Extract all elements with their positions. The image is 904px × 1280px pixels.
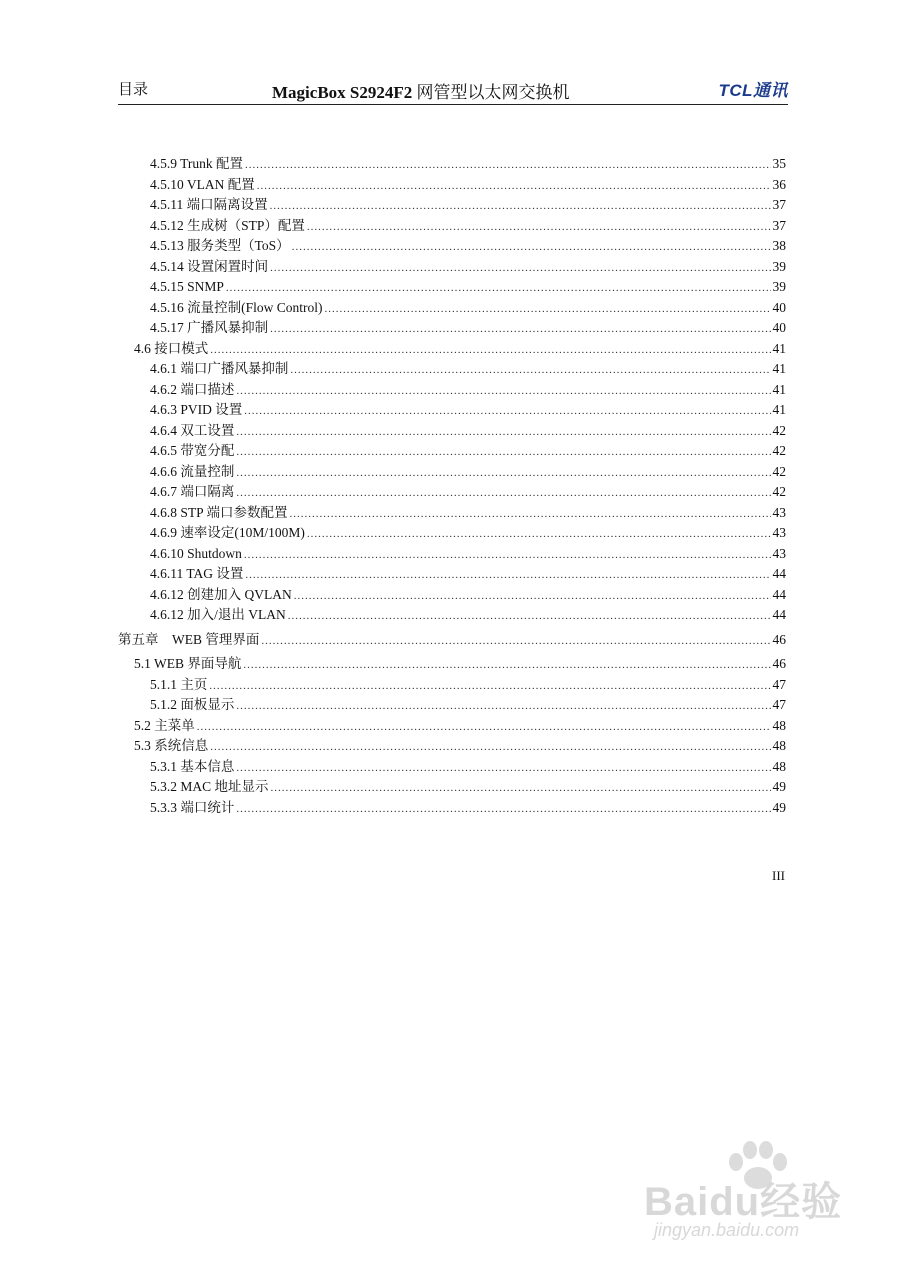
- toc-entry-label: 4.6.8 STP 端口参数配置: [150, 504, 288, 520]
- tcl-logo: TCL通讯: [718, 81, 788, 100]
- toc-entry: [118, 736, 786, 756]
- toc-entry-page: 40: [772, 320, 786, 335]
- toc-entry-page: 44: [772, 586, 786, 602]
- toc-entry-page: 48: [772, 758, 786, 774]
- watermark-brand: Baidu经验: [644, 1180, 843, 1224]
- toc-leader-dots: [243, 655, 770, 675]
- toc-entry-page: 49: [772, 779, 786, 794]
- toc-entry-page: 47: [772, 697, 786, 712]
- toc-entry-label: 4.5.12 生成树（STP）配置: [150, 217, 305, 233]
- toc-entry: [118, 503, 786, 523]
- toc-entry-page: 42: [772, 463, 786, 479]
- toc-entry-label: 4.6.3 PVID 设置: [150, 402, 243, 417]
- toc-entry-label: 4.6.9 速率设定(10M/100M): [150, 525, 305, 540]
- toc-entry: [118, 400, 786, 420]
- toc-leader-dots: [226, 278, 771, 298]
- toc-entry: [118, 359, 786, 379]
- toc-leader-dots: [307, 524, 771, 544]
- page-header: [118, 76, 788, 105]
- toc-entry-label: 4.6.4 双工设置: [150, 422, 235, 438]
- toc-entry-page: 42: [772, 484, 786, 499]
- toc-entry: [118, 523, 786, 543]
- document-title-en: MagicBox S2924F2: [272, 83, 413, 102]
- toc-entry-label: 5.1.1 主页: [150, 676, 208, 692]
- toc-entry: [118, 154, 786, 174]
- toc-entry: [118, 175, 786, 195]
- toc-entry: [118, 462, 786, 482]
- watermark-url: jingyan.baidu.com: [654, 1220, 800, 1240]
- toc-entry-label: 4.5.14 设置闲置时间: [150, 258, 269, 274]
- toc-leader-dots: [307, 217, 771, 237]
- toc-entry-label: 4.6.12 创建加入 QVLAN: [150, 586, 292, 602]
- toc-leader-dots: [236, 799, 770, 819]
- toc-entry-page: 37: [772, 217, 786, 233]
- toc-leader-dots: [288, 606, 771, 626]
- toc-leader-dots: [294, 586, 771, 606]
- toc-entry-page: 43: [772, 504, 786, 520]
- toc-entry-page: 42: [772, 443, 786, 458]
- toc-entry: [118, 675, 786, 695]
- toc-entry-label: 4.5.9 Trunk 配置: [150, 156, 244, 171]
- toc-entry: [118, 798, 786, 818]
- toc-leader-dots: [292, 237, 771, 257]
- toc-entry-label: 4.6.2 端口描述: [150, 381, 235, 397]
- toc-entry-page: 44: [772, 607, 786, 622]
- header-section: 目录: [118, 82, 149, 98]
- toc-leader-dots: [290, 360, 770, 380]
- toc-entry-label: 4.6.1 端口广播风暴抑制: [150, 361, 289, 376]
- toc-entry: [118, 630, 786, 650]
- toc-entry-label: 4.6.11 TAG 设置: [150, 566, 244, 581]
- toc-leader-dots: [244, 401, 770, 421]
- toc-entry-label: 4.6 接口模式: [134, 340, 209, 356]
- toc-entry-page: 37: [772, 197, 786, 212]
- toc-leader-dots: [270, 258, 770, 278]
- toc-entry: [118, 695, 786, 715]
- toc-entry-label: 4.5.13 服务类型（ToS）: [150, 238, 290, 253]
- toc-entry-page: 48: [772, 717, 786, 733]
- toc-entry: [118, 654, 786, 674]
- toc-leader-dots: [236, 483, 770, 503]
- toc-leader-dots: [290, 504, 771, 524]
- toc-leader-dots: [257, 176, 771, 196]
- toc-entry: [118, 605, 786, 625]
- toc-entry: [118, 757, 786, 777]
- toc-entry: [118, 339, 786, 359]
- toc-entry-page: 36: [772, 176, 786, 192]
- toc-entry: [118, 716, 786, 736]
- toc-entry: [118, 544, 786, 564]
- baidu-watermark: [640, 1140, 860, 1250]
- toc-leader-dots: [245, 155, 770, 175]
- toc-entry-label: 第五章 WEB 管理界面: [118, 631, 260, 647]
- toc-leader-dots: [236, 696, 770, 716]
- toc-entry: [118, 216, 786, 236]
- toc-entry-page: 46: [772, 656, 786, 671]
- toc-entry-page: 41: [772, 381, 786, 397]
- toc-entry-page: 49: [772, 799, 786, 815]
- toc-leader-dots: [325, 299, 771, 319]
- toc-entry-page: 43: [772, 525, 786, 540]
- toc-entry-page: 47: [772, 676, 786, 692]
- toc-entry-page: 39: [772, 258, 786, 274]
- toc-entry: [118, 195, 786, 215]
- toc-leader-dots: [245, 565, 770, 585]
- page-number: III: [772, 868, 785, 883]
- toc-entry-label: 4.5.15 SNMP: [150, 279, 224, 294]
- toc-entry-page: 41: [772, 402, 786, 417]
- toc-entry-label: 5.2 主菜单: [134, 717, 195, 733]
- toc-entry: [118, 421, 786, 441]
- toc-entry: [118, 585, 786, 605]
- toc-entry: [118, 277, 786, 297]
- toc-entry: [118, 777, 786, 797]
- toc-entry: [118, 236, 786, 256]
- toc-entry-label: 4.6.6 流量控制: [150, 463, 235, 479]
- toc-entry-label: 4.5.17 广播风暴抑制: [150, 320, 269, 335]
- toc-entry-page: 41: [772, 340, 786, 356]
- toc-entry-label: 5.3.3 端口统计: [150, 799, 235, 815]
- toc-leader-dots: [270, 196, 771, 216]
- toc-entry-label: 4.5.10 VLAN 配置: [150, 176, 255, 192]
- toc-entry: [118, 298, 786, 318]
- toc-leader-dots: [209, 676, 770, 696]
- toc-leader-dots: [210, 737, 770, 757]
- toc-entry-label: 5.1.2 面板显示: [150, 697, 235, 712]
- toc-entry-page: 48: [772, 738, 786, 753]
- toc-leader-dots: [210, 340, 770, 360]
- toc-entry-page: 35: [772, 156, 786, 171]
- toc-entry-page: 44: [772, 566, 786, 581]
- toc-entry-page: 40: [772, 299, 786, 315]
- toc-leader-dots: [271, 778, 771, 798]
- toc-entry-label: 5.3.1 基本信息: [150, 758, 235, 774]
- toc-entry-label: 5.1 WEB 界面导航: [134, 656, 242, 671]
- document-title-cn: 网管型以太网交换机: [416, 83, 570, 102]
- toc-entry-label: 5.3.2 MAC 地址显示: [150, 779, 269, 794]
- toc-entry-page: 46: [772, 631, 786, 647]
- toc-entry-page: 38: [772, 238, 786, 253]
- toc-entry: [118, 441, 786, 461]
- toc-entry: [118, 318, 786, 338]
- toc-entry-label: 4.5.16 流量控制(Flow Control): [150, 299, 323, 315]
- toc-entry-label: 4.5.11 端口隔离设置: [150, 197, 268, 212]
- toc-leader-dots: [197, 717, 771, 737]
- toc-entry: [118, 380, 786, 400]
- toc-leader-dots: [270, 319, 770, 339]
- toc-entry-label: 5.3 系统信息: [134, 738, 209, 753]
- toc-leader-dots: [261, 631, 770, 651]
- toc-leader-dots: [236, 442, 770, 462]
- document-title: [272, 78, 570, 103]
- toc-entry: [118, 482, 786, 502]
- toc-entry-page: 41: [772, 361, 786, 376]
- toc-entry-label: 4.6.7 端口隔离: [150, 484, 235, 499]
- toc-entry-label: 4.6.10 Shutdown: [150, 545, 242, 561]
- toc-entry-label: 4.6.5 带宽分配: [150, 443, 235, 458]
- toc-leader-dots: [244, 545, 771, 565]
- toc-entry-page: 39: [772, 279, 786, 294]
- toc-leader-dots: [236, 381, 770, 401]
- toc-entry: [118, 257, 786, 277]
- toc-leader-dots: [236, 758, 770, 778]
- toc-leader-dots: [236, 463, 770, 483]
- toc-leader-dots: [236, 422, 770, 442]
- toc-entry-label: 4.6.12 加入/退出 VLAN: [150, 607, 286, 622]
- toc-entry-page: 42: [772, 422, 786, 438]
- toc-entry: [118, 564, 786, 584]
- toc-entry-page: 43: [772, 545, 786, 561]
